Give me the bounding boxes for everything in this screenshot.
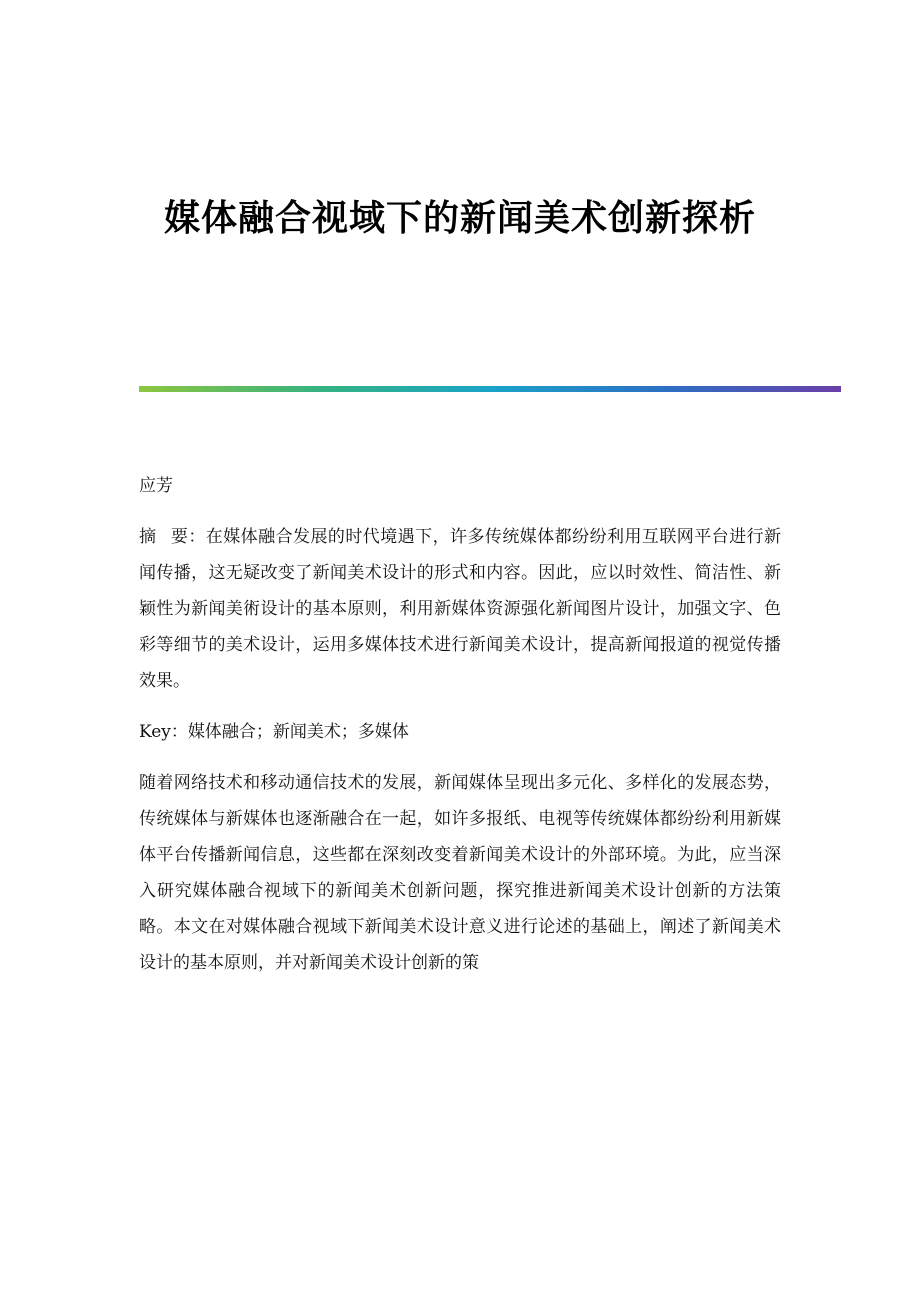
document-content — [139, 468, 781, 981]
abstract-label-2: 要： — [170, 527, 206, 547]
author-name: 应芳 — [139, 476, 173, 496]
abstract-paragraph — [139, 519, 781, 699]
abstract-text: 在媒体融合发展的时代境遇下，许多传统媒体都纷纷利用互联网平台进行新闻传播，这无疑改变了新闻美术设计的形式和内容。因此，应以时效性、简洁性、新颖性为新闻美術设计的基本原则，利用新媒体资源强化新闻图片设计，加强文字、色彩等细节的美术设计，运用多媒体技术进行新闻美术设计，提高新闻报道的视觉传播效果。 — [139, 527, 782, 691]
body-paragraph: 随着网络技术和移动通信技术的发展，新闻媒体呈现出多元化、多样化的发展态势，传统媒体与新媒体也逐渐融合在一起，如许多报纸、电视等传统媒体都纷纷利用新媒体平台传播新闻信息，这些都在深刻改变着新闻美术设计的外部环境。为此，应当深入研究媒体融合视域下的新闻美术创新问题，探究推进新闻美术设计创新的方法策略。本文在对媒体融合视域下新闻美术设计意义进行论述的基础上，阐述了新闻美术设计的基本原则，并对新闻美术设计创新的策 — [139, 773, 781, 973]
keywords-text: 媒体融合；新闻美术；多媒体 — [187, 722, 409, 742]
document-title: 媒体融合视域下的新闻美术创新探析 — [163, 197, 756, 239]
keywords-line — [139, 714, 781, 750]
abstract-label-1: 摘 — [139, 527, 157, 547]
title-divider — [139, 386, 841, 392]
keywords-label: Key： — [139, 722, 188, 742]
